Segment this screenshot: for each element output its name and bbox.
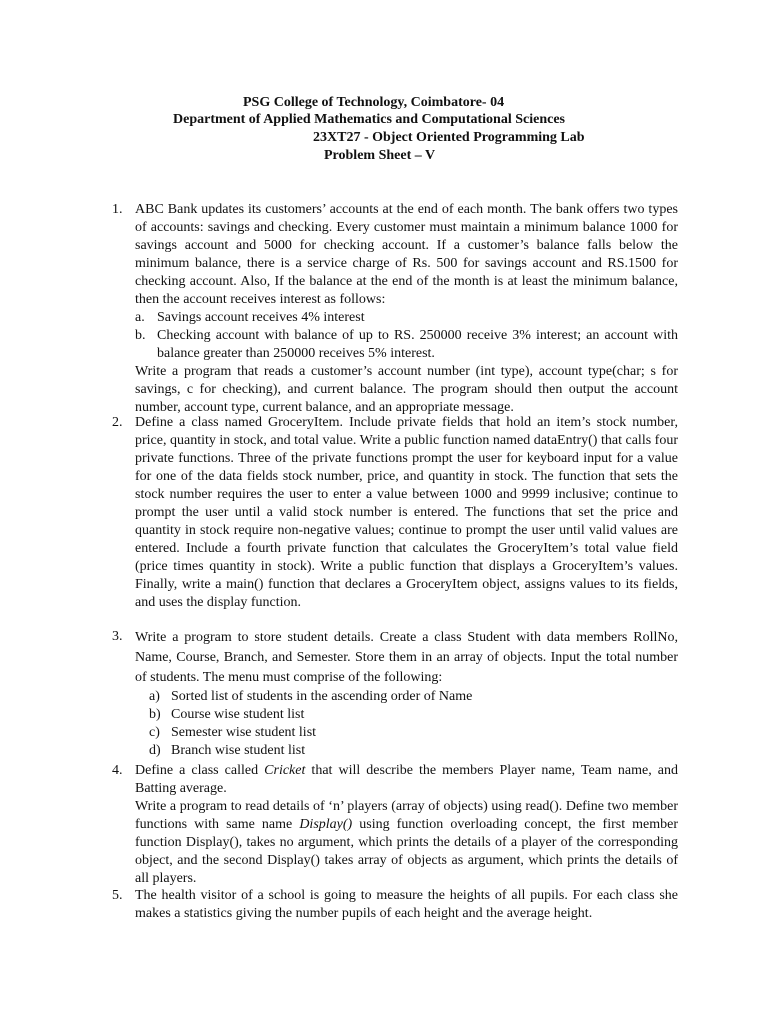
question-3-item-d (149, 742, 678, 760)
college-title: PSG College of Technology, Coimbatore- 04 (243, 95, 505, 110)
question-1-item-b (135, 327, 678, 363)
item-label: c) (149, 725, 160, 740)
question-number: 2. (112, 415, 123, 430)
question-1 (112, 201, 678, 417)
text-run: Write a program to read details of ‘n’ players (array of objects) using read(). Define two member functions with same name (135, 799, 678, 832)
question-3-item-b (149, 706, 678, 724)
department-title: Department of Applied Mathematics and Computational Sciences (173, 112, 565, 127)
function-name-emphasis: Display() (299, 817, 353, 832)
item-label: b) (149, 707, 161, 722)
item-label: a) (149, 689, 160, 704)
question-number: 3. (112, 629, 123, 644)
question-3 (112, 628, 678, 760)
question-number: 1. (112, 202, 123, 217)
question-1-item-a (135, 309, 678, 327)
item-text: Checking account with balance of up to RS. 250000 receive 3% interest; an account with balance greater than 250000 receives 5% interest. (157, 328, 678, 361)
question-3-item-a (149, 688, 678, 706)
question-3-item-c (149, 724, 678, 742)
question-1-outro: Write a program that reads a customer’s account number (int type), account type(char; s for savings, c for checking), and current balance. The program should then output the account number, account type, current balance, and an appropriate message. (135, 364, 678, 415)
question-4-paragraph-1 (135, 762, 678, 798)
item-text: Sorted list of students in the ascending order of Name (171, 689, 473, 704)
text-run: Define a class called (135, 763, 265, 778)
question-5-text: The health visitor of a school is going to measure the heights of all pupils. For each class she makes a statistics giving the number pupils of each height and the average height. (135, 888, 678, 921)
item-text: Semester wise student list (171, 725, 317, 740)
item-text: Savings account receives 4% interest (157, 310, 365, 325)
question-3-intro: Write a program to store student details. Create a class Student with data members RollNo, Name, Course, Branch, and Semester. Store them in an array of objects. Input the total number of students. The menu must comprise of the following: (135, 630, 678, 685)
question-5 (112, 887, 678, 923)
sheet-title: Problem Sheet – V (324, 148, 436, 163)
text-run: that will describe the members Player name, Team name, and Batting average. (135, 763, 678, 796)
class-name-emphasis: Cricket (264, 763, 306, 778)
question-number: 4. (112, 763, 123, 778)
question-2 (112, 414, 678, 612)
item-label: a. (135, 310, 145, 325)
item-text: Branch wise student list (171, 743, 306, 758)
question-4-paragraph-2 (135, 798, 678, 888)
item-label: b. (135, 328, 146, 343)
item-text: Course wise student list (171, 707, 305, 722)
text-run: using function overloading concept, the first member function Display(), takes no argument, which prints the details of a player of the corresponding object, and the second Display() takes array of objects as argument, which prints the details of all players. (135, 817, 679, 886)
question-4 (112, 762, 678, 888)
question-1-intro: ABC Bank updates its customers’ accounts at the end of each month. The bank offers two types of accounts: savings and checking. Every customer must maintain a minimum balance 1000 for savings account and 5000 for checking account. If a customer’s balance falls below the minimum balance, there is a service charge of Rs. 500 for savings account and RS.1500 for checking account. Also, If the balance at the end of the month is at least the minimum balance, then the account receives interest as follows: (135, 202, 678, 307)
question-number: 5. (112, 888, 123, 903)
item-label: d) (149, 743, 161, 758)
course-title: 23XT27 - Object Oriented Programming Lab (313, 130, 585, 145)
question-2-text: Define a class named GroceryItem. Include private fields that hold an item’s stock number, price, quantity in stock, and total value. Write a public function named dataEntry() that calls four private functions. Three of the private functions prompt the user for keyboard input for a value for one of the data fields stock number, price, and quantity in stock. The function that sets the stock number requires the user to enter a value between 1000 and 9999 inclusive; continue to prompt the user until a valid stock number is entered. The functions that set the price and quantity in stock require non-negative values; continue to prompt the user until valid values are entered. Include a fourth private function that calculates the GroceryItem’s total value field (price times quantity in stock). Write a public function that displays a GroceryItem’s values. Finally, write a main() function that declares a GroceryItem object, assigns values to its fields, and uses the display function. (135, 415, 678, 610)
